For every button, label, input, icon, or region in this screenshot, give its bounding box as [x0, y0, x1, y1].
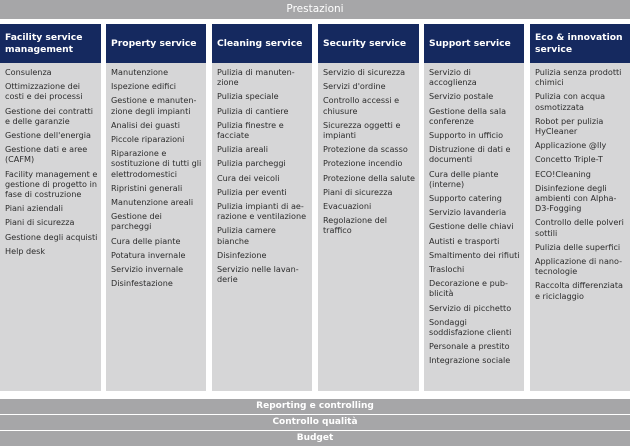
service-item: Gestione delle chiavi [429, 221, 514, 232]
column-facility-service-management [0, 24, 101, 391]
column-title: Support service [424, 24, 524, 63]
service-item: Cura delle piante [111, 235, 181, 246]
service-item: Pulizia di cantiere [217, 105, 289, 116]
service-item: Servizio di picchetto [429, 302, 512, 313]
controllo-qualita-bar: Controllo qualità [0, 415, 630, 430]
service-item: Servizio di sicurezza [323, 67, 406, 77]
service-item: Pulizia areali [217, 144, 268, 155]
service-item: Gestione della sala conferenze [429, 105, 507, 126]
service-item: Analisi dei guasti [111, 119, 180, 130]
service-item: Gestione dati e aree (CAFM) [5, 144, 88, 165]
column-items [424, 63, 524, 370]
column-title: Eco & innovation service [530, 24, 630, 63]
service-item: Concetto Triple-T [535, 154, 603, 165]
column-items [212, 63, 312, 288]
service-item: Raccolta differenziata e riciclaggio [535, 280, 624, 301]
service-item: Protezione incendio [323, 158, 403, 169]
service-item: Piani di sicurezza [5, 217, 75, 228]
column-security-service [318, 24, 419, 391]
column-title: Facility service management [0, 24, 101, 63]
service-item: Regolazione del traffico [323, 215, 388, 236]
service-item: Traslochi [429, 264, 465, 275]
service-item: Manutenzione areali [111, 197, 194, 208]
service-item: Gestione dei parcheggi [111, 211, 162, 232]
service-item: Servizio nelle lavan-derie [217, 264, 299, 285]
service-item: Pulizia con acqua osmotizzata [535, 91, 606, 112]
column-title: Security service [318, 24, 419, 63]
column-title: Cleaning service [212, 24, 312, 63]
service-item: Piani di sicurezza [323, 186, 393, 197]
service-item: Gestione e manuten-zione degli impianti [111, 95, 197, 116]
service-item: Robot per pulizia HyCleaner [535, 115, 604, 137]
service-item: Pulizia delle superfici [535, 241, 621, 252]
column-property-service [106, 24, 206, 391]
service-item: Cura delle piante (interne) [429, 168, 499, 189]
reporting-controlling-bar: Reporting e controlling [0, 399, 630, 414]
service-item: Pulizia camere bianche [217, 225, 276, 246]
column-items [106, 63, 206, 292]
column-items [318, 63, 419, 240]
service-item: Riparazione e sostituzione di tutti gli elettrodomestici [111, 148, 202, 179]
service-item: Distruzione di dati e documenti [429, 144, 511, 165]
service-item: Applicazione @lly [535, 140, 607, 151]
service-item: Gestione dei contratti e delle garanzie [5, 105, 94, 126]
service-item: Sondaggi soddisfazione clienti [429, 316, 512, 338]
service-item: Evacuazioni [323, 201, 372, 212]
service-item: Manutenzione [111, 67, 169, 77]
service-item: Disinfestazione [111, 278, 173, 289]
service-item: Servizio di accoglienza [429, 67, 477, 88]
service-item: Ispezione edifici [111, 81, 177, 92]
service-item: Pulizia impianti di ae-razione e ventilazione [217, 201, 307, 222]
service-item: Decorazione e pub-blicità [429, 278, 508, 299]
service-item: Piccole riparazioni [111, 134, 185, 145]
service-item: Pulizia parcheggi [217, 158, 286, 169]
service-item: Autisti e trasporti [429, 235, 500, 246]
service-item: Pulizia di manuten-zione [217, 67, 295, 88]
service-columns [0, 24, 630, 391]
service-item: Piani aziendali [5, 203, 64, 214]
service-item: Pulizia speciale [217, 91, 279, 102]
service-item: ECO!Cleaning [535, 168, 591, 179]
service-item: Servizio invernale [111, 264, 184, 275]
service-item: Applicazione di nano-tecnologie [535, 256, 623, 277]
service-item: Supporto catering [429, 193, 502, 204]
service-item: Supporto in ufficio [429, 130, 504, 141]
service-item: Pulizia finestre e facciate [217, 119, 284, 141]
service-item: Servizi d'ordine [323, 81, 386, 92]
service-item: Controllo delle polveri sottili [535, 217, 624, 238]
service-item: Consulenza [5, 67, 52, 77]
service-item: Help desk [5, 245, 46, 256]
column-cleaning-service [212, 24, 312, 391]
column-eco-innovation-service [530, 24, 630, 391]
prestazioni-header: Prestazioni [0, 0, 630, 19]
service-item: Ripristini generali [111, 182, 183, 193]
service-item: Disinfezione degli ambienti con Alpha-D3-Fogging [535, 182, 617, 214]
column-title: Property service [106, 24, 206, 63]
column-support-service [424, 24, 524, 391]
service-item: Gestione dell'energia [5, 130, 91, 141]
service-item: Potatura invernale [111, 249, 186, 260]
column-items [0, 63, 101, 260]
service-item: Ottimizzazione dei costi e dei processi [5, 81, 83, 102]
service-item: Controllo accessi e chiusure [323, 95, 400, 116]
service-item: Sicurezza oggetti e impianti [323, 119, 401, 141]
service-item: Protezione della salute [323, 172, 415, 183]
service-item: Servizio postale [429, 91, 494, 102]
service-item: Disinfezione [217, 249, 267, 260]
column-items [530, 63, 630, 305]
service-item: Pulizia senza prodotti chimici [535, 67, 622, 88]
budget-bar: Budget [0, 431, 630, 446]
service-item: Pulizia per eventi [217, 186, 287, 197]
service-item: Smaltimento dei rifiuti [429, 249, 520, 260]
service-item: Protezione da scasso [323, 144, 408, 155]
service-item: Personale a prestito [429, 341, 510, 352]
service-item: Gestione degli acquisti [5, 231, 98, 242]
service-item: Cura dei veicoli [217, 172, 280, 183]
service-item: Servizio lavanderia [429, 207, 507, 218]
service-item: Facility management e gestione di progetto in fase di costruzione [5, 168, 98, 200]
service-item: Integrazione sociale [429, 355, 511, 366]
